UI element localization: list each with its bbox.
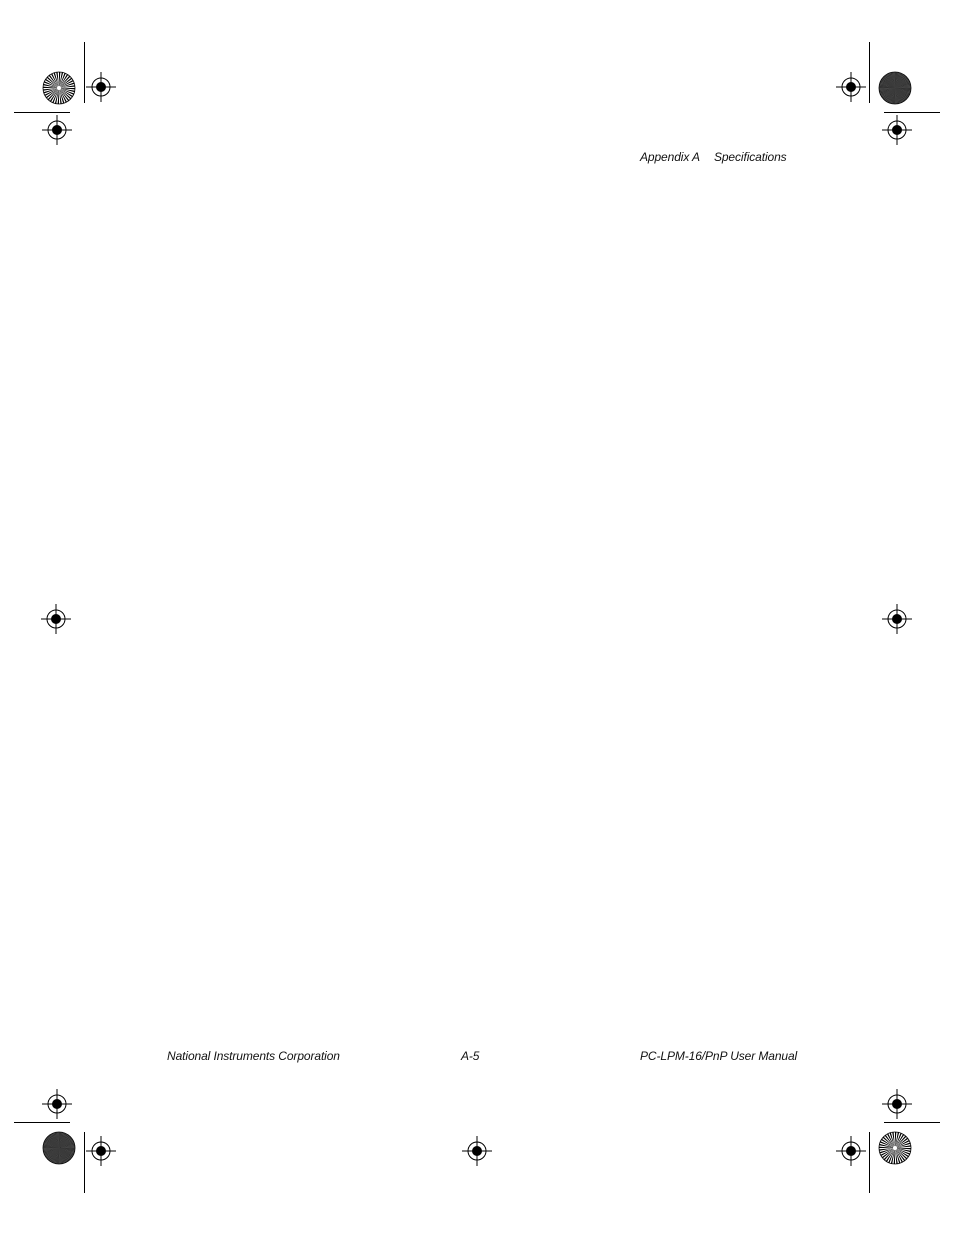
registration-mark-middle-left [41,604,71,634]
header-chapter: Appendix A [640,150,700,164]
registration-mark-bottom-right-upper [882,1089,912,1119]
star-target-bottom-left [43,1132,75,1164]
header-section: Specifications [713,150,787,164]
star-target-top-left [43,72,75,104]
registration-mark-top-left [86,72,116,102]
star-target-top-right [879,72,911,104]
registration-mark-bottom-center [462,1136,492,1166]
registration-mark-top-right-lower [882,115,912,145]
trim-lines [14,42,940,1193]
registration-mark-top-left-lower [42,115,72,145]
registration-mark-middle-right [882,604,912,634]
star-target-bottom-right [879,1132,911,1164]
registration-mark-top-right [836,72,866,102]
registration-mark-bottom-left [86,1136,116,1166]
footer-manual-title: PC-LPM-16/PnP User Manual [640,1049,798,1063]
registration-mark-bottom-left-upper [42,1089,72,1119]
footer-company: National Instruments Corporation [167,1049,340,1063]
footer-page-number: A-5 [461,1049,480,1063]
registration-mark-bottom-right [836,1136,866,1166]
